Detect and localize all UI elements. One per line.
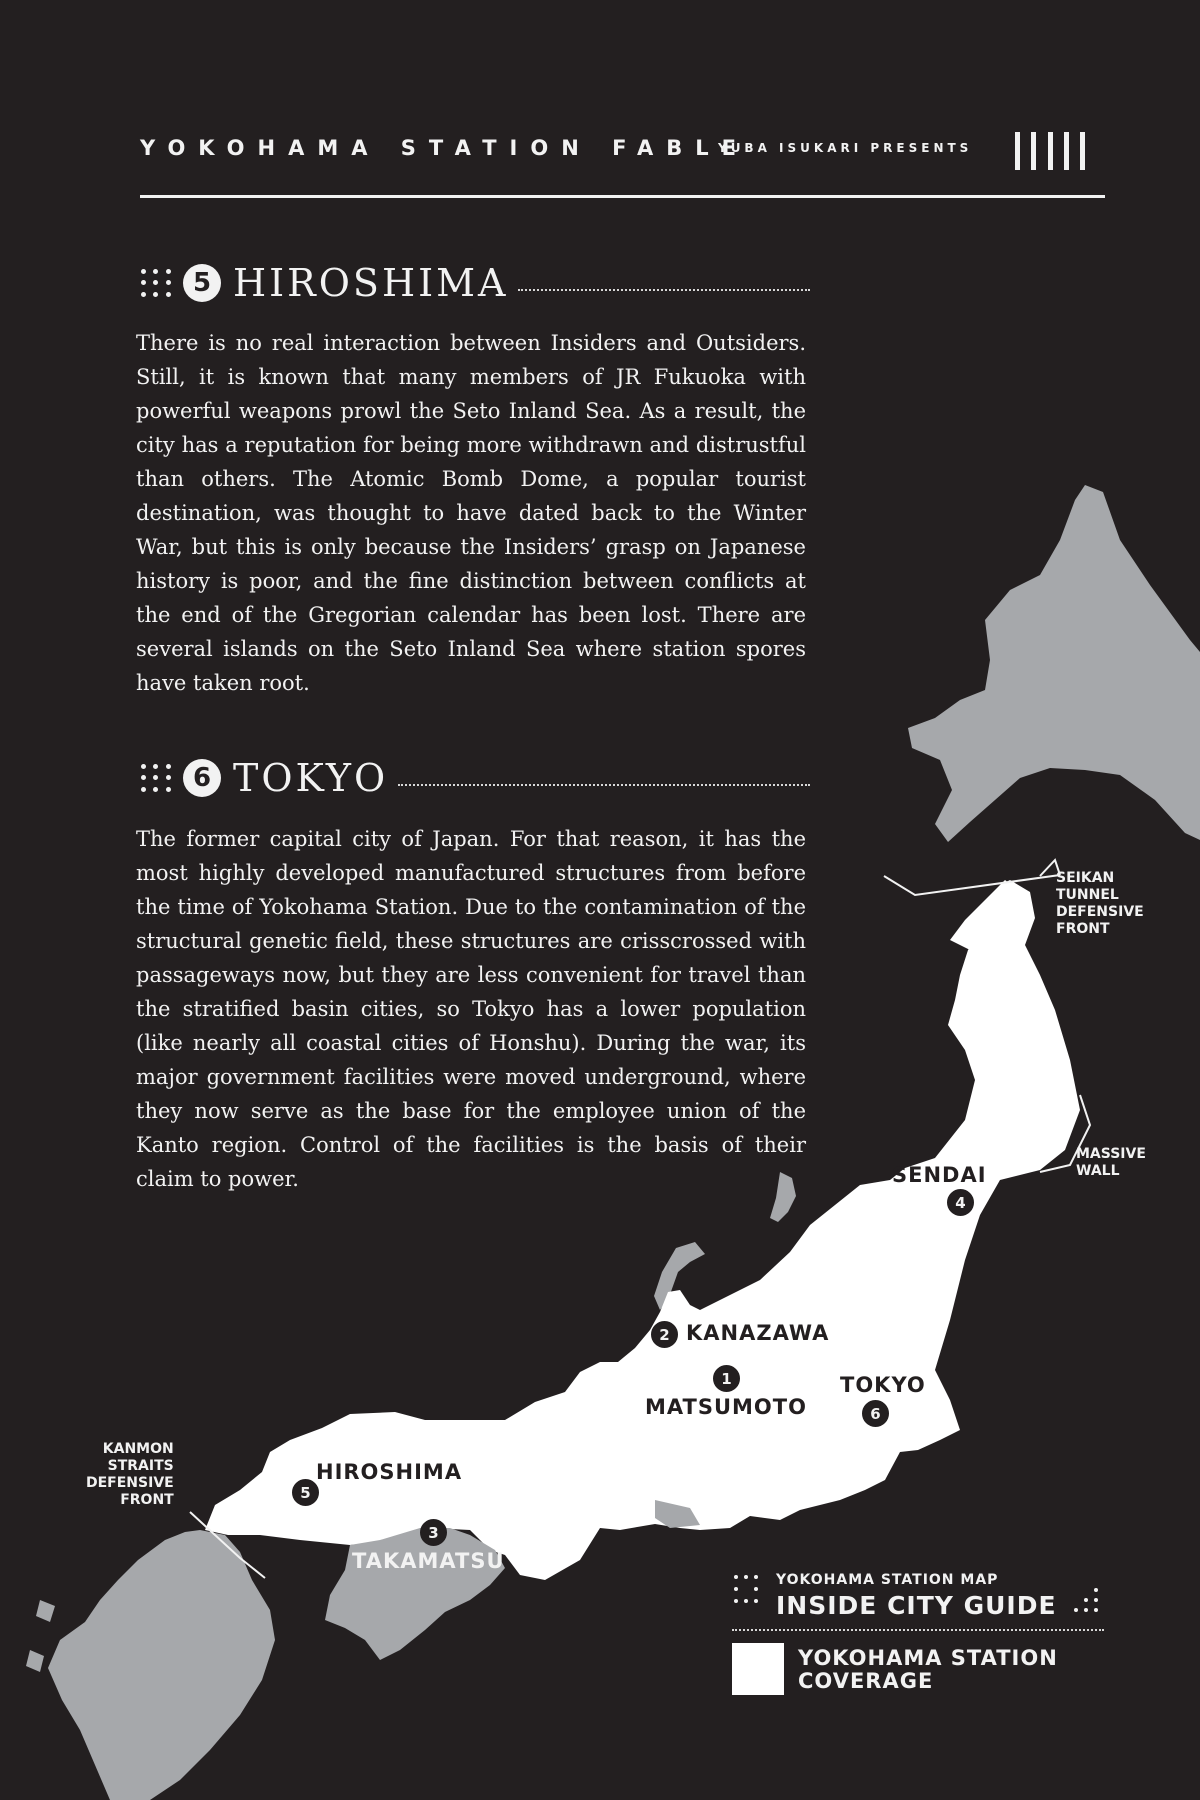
heading-dotted-rule — [398, 784, 810, 786]
nine-dots-icon — [137, 266, 175, 300]
southern-islet-b — [26, 1650, 44, 1672]
city-label-matsumoto: MATSUMOTO — [645, 1395, 807, 1419]
heading-dotted-rule — [518, 289, 810, 291]
nine-dots-icon — [137, 761, 175, 795]
section-body-hiroshima: There is no real interaction between Insiders and Outsiders. Still, it is known that many members of JR Fukuoka with powerful weapons prowl the Seto Inland Sea. As a result, the city has a reputation for being more withdrawn and distrustful than others. The Atomic Bomb Dome, a popular tourist destination, was thought to have dated back to the Winter War, but this is only because the Insiders’ grasp on Japanese history is poor, and the fine distinction between conflicts at the end of the Gregorian calendar has been lost. There are several islands on the Seto Inland Sea where station spores have taken root. — [136, 331, 806, 695]
city-marker-sendai: 4 — [947, 1189, 974, 1216]
front-label-massive-wall: MASSIVE WALL — [1076, 1146, 1146, 1179]
section-title: HIROSHIMA — [233, 261, 509, 305]
kyushu-landmass — [48, 1530, 275, 1800]
seikan-front-line — [884, 875, 1060, 895]
section-heading-tokyo — [137, 753, 810, 803]
city-marker-takamatsu: 3 — [420, 1519, 447, 1546]
shikoku-landmass — [325, 1528, 505, 1660]
hokkaido-landmass — [908, 485, 1200, 842]
coverage-swatch — [732, 1643, 784, 1695]
section-number-badge: 5 — [183, 264, 221, 302]
section-number-badge: 6 — [183, 759, 221, 797]
legend-dots-icon — [1072, 1586, 1102, 1616]
city-marker-kanazawa: 2 — [651, 1321, 678, 1348]
section-body-tokyo: The former capital city of Japan. For that reason, it has the most highly developed manufactured structures from before the time of Yokohama Station. Due to the contamination of the structural genetic field, these structures are crisscrossed with passageways now, but they are less convenient for travel than the stratified basin cities, so Tokyo has a lower population (like nearly all coastal cities of Honshu). During the war, its major government facilities were moved underground, where they now serve as the base for the employee union of the Kanto region. Control of the facilities is the basis of their claim to power. — [136, 827, 806, 1191]
city-label-sendai: SENDAI — [892, 1163, 987, 1187]
city-marker-hiroshima: 5 — [292, 1479, 319, 1506]
section-heading-hiroshima — [137, 258, 810, 308]
legend-dots-icon — [732, 1573, 758, 1609]
map-legend — [730, 1567, 1110, 1697]
city-marker-tokyo: 6 — [862, 1400, 889, 1427]
city-marker-matsumoto: 1 — [713, 1365, 740, 1392]
front-label-kanmon: KANMON STRAITS DEFENSIVE FRONT — [86, 1441, 174, 1508]
series-title: YOKOHAMA STATION FABLE — [140, 136, 750, 160]
legend-dotted-rule — [732, 1629, 1104, 1631]
presents-credit: YUBA ISUKARI PRESENTS — [718, 141, 973, 155]
front-label-seikan: SEIKAN TUNNEL DEFENSIVE FRONT — [1056, 870, 1144, 937]
city-label-tokyo: TOKYO — [840, 1373, 926, 1397]
city-label-takamatsu: TAKAMATSU — [352, 1549, 505, 1573]
city-label-hiroshima: HIROSHIMA — [316, 1460, 463, 1484]
southern-islet-a — [36, 1600, 55, 1622]
coverage-swatch-label: YOKOHAMA STATION COVERAGE — [798, 1646, 1058, 1693]
city-label-kanazawa: KANAZAWA — [686, 1321, 830, 1345]
section-title: TOKYO — [233, 756, 389, 800]
legend-title: INSIDE CITY GUIDE — [776, 1591, 1057, 1620]
legend-subtitle: YOKOHAMA STATION MAP — [776, 1572, 999, 1588]
